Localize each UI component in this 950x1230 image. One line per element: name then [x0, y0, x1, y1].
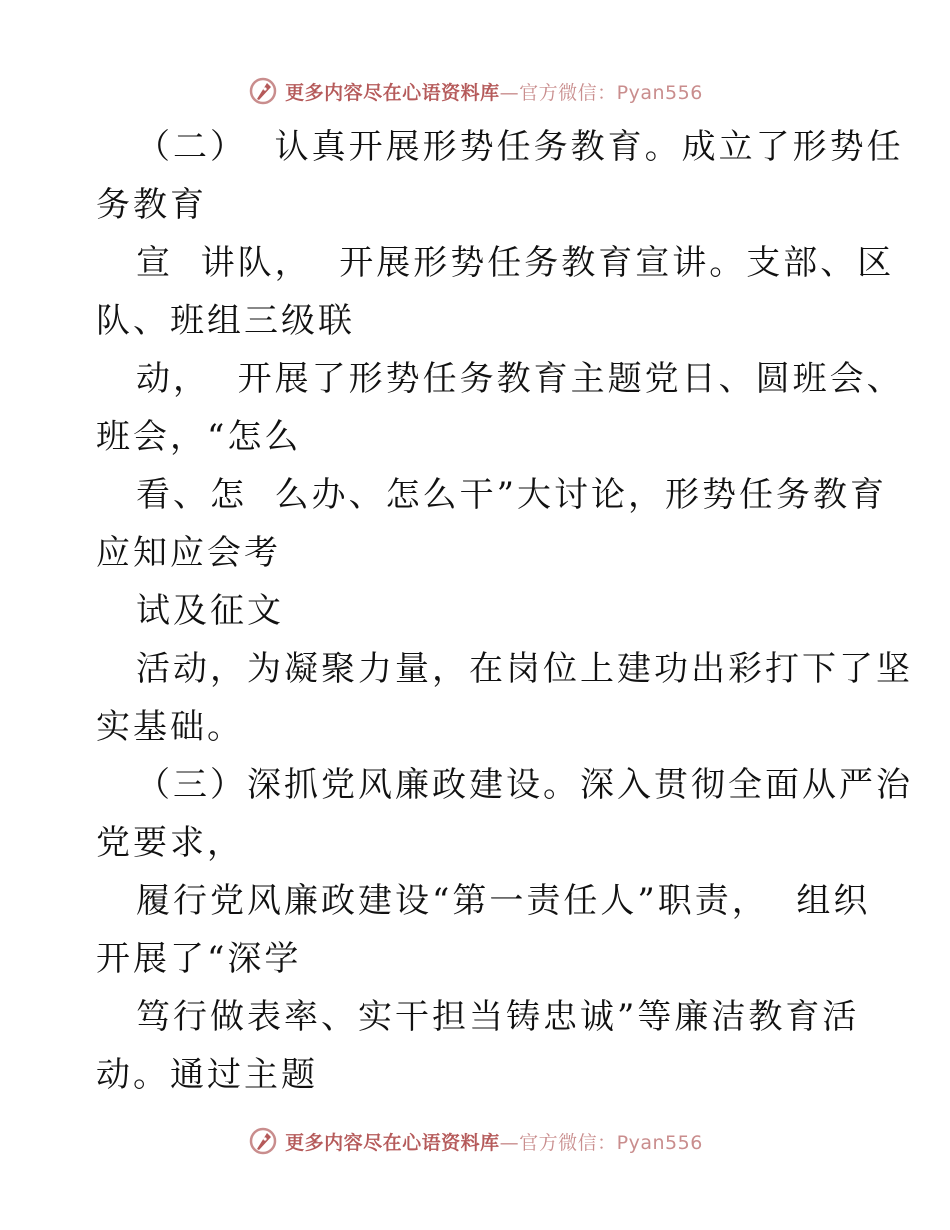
text-line: 班会，“怎么 — [96, 417, 302, 457]
watermark-brand: 更多内容尽在心语资料库 — [285, 1131, 500, 1154]
text-line: 履行党风廉政建设“第一责任人”职责， 组织 — [136, 881, 871, 921]
text-line: 笃行做表率、实干担当铸忠诚”等廉洁教育活 — [136, 997, 860, 1037]
pen-nib-logo-icon — [247, 1125, 279, 1157]
text-line: 动， 开展了形势任务教育主题党日、圆班会、 — [136, 359, 904, 399]
watermark-brand: 更多内容尽在心语资料库 — [285, 81, 500, 104]
text-line: 宣 讲队， 开展形势任务教育宣讲。支部、区 — [136, 243, 895, 283]
watermark-contact: —官方微信：Pyan556 — [499, 1131, 703, 1154]
text-line: 务教育 — [96, 185, 207, 225]
document-body — [96, 118, 913, 1104]
text-line: 试及征文 — [136, 591, 284, 631]
footer-watermark — [0, 1121, 950, 1161]
text-line: 看、怎 么办、怎么干”大讨论，形势任务教育 — [136, 475, 887, 515]
text-line: 实基础。 — [96, 707, 244, 747]
text-line: 活动，为凝聚力量，在岗位上建功出彩打下了坚 — [136, 649, 913, 689]
text-line: （三）深抓党风廉政建设。深入贯彻全面从严治 — [136, 765, 913, 805]
text-line: 开展了“深学 — [96, 939, 302, 979]
text-line: 党要求， — [96, 823, 244, 863]
text-line: 应知应会考 — [96, 533, 281, 573]
pen-nib-logo-icon — [247, 75, 279, 107]
text-line: （二） 认真开展形势任务教育。成立了形势任 — [136, 127, 904, 167]
text-line: 动。通过主题 — [96, 1055, 318, 1095]
watermark-contact: —官方微信：Pyan556 — [499, 81, 703, 104]
header-watermark — [0, 71, 950, 111]
text-line: 队、班组三级联 — [96, 301, 355, 341]
